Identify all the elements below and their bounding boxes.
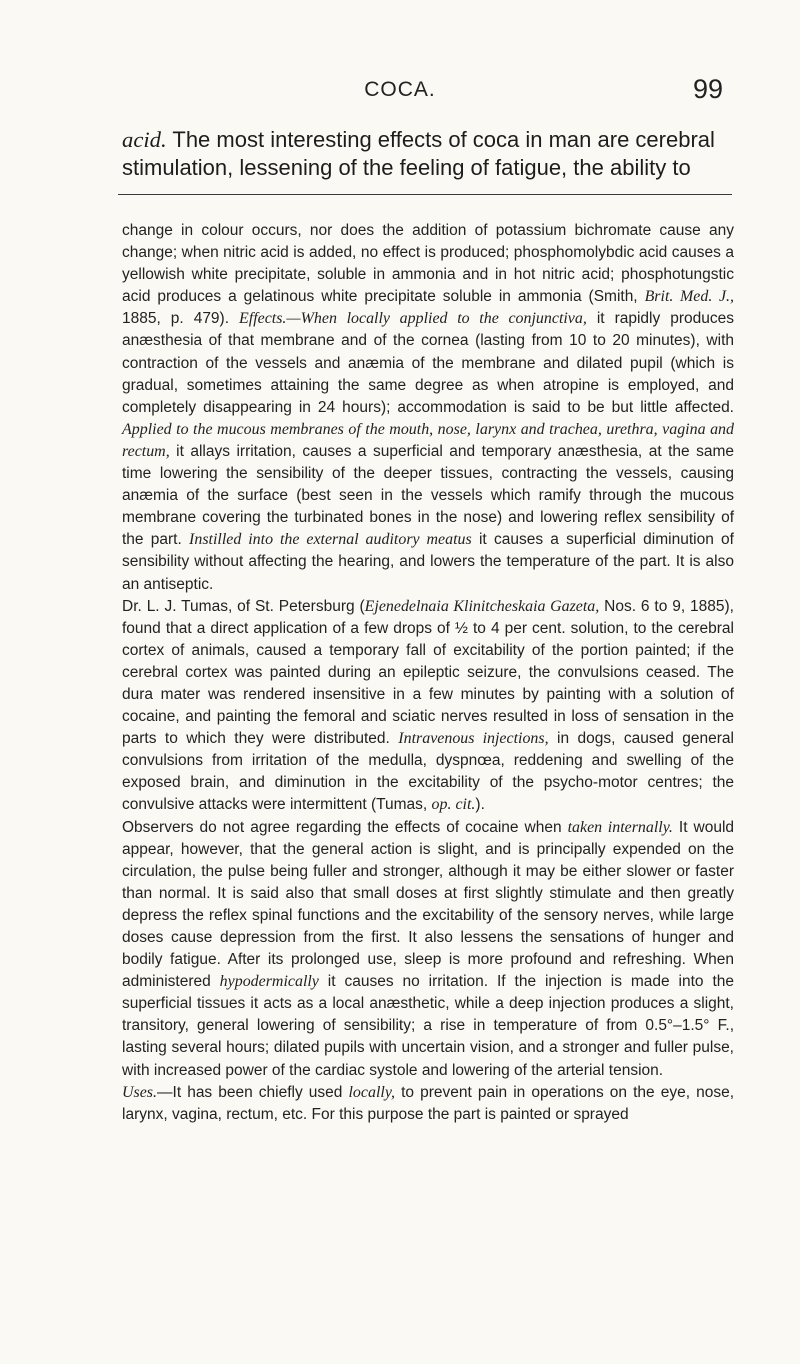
italic-run: taken internally.	[567, 818, 673, 836]
paragraph-uses	[122, 1082, 734, 1126]
italic-run: Brit. Med. J.,	[644, 288, 734, 306]
paragraph-tumas	[122, 596, 734, 817]
text-run: Observers do not agree regarding the effects of cocaine when	[122, 818, 568, 836]
italic-run: Instilled into the external auditory meatus	[189, 531, 472, 549]
section-divider	[118, 194, 732, 195]
italic-run: locally,	[348, 1083, 396, 1101]
text-run: in dogs, caused general convulsions from irritation of the medulla, dyspnœa, reddening and swelling of the exposed brain, and diminution in the excitability of the psycho-motor centres; the convulsive attacks were intermittent (Tumas,	[122, 730, 734, 814]
italic-run: hypodermically	[219, 973, 319, 991]
text-run: to prevent pain in operations on the eye, nose, larynx, vagina, rectum, etc. For this purpose the part is painted or sprayed	[122, 1083, 734, 1123]
paragraph-chemistry-effects	[122, 220, 734, 596]
text-run: it allays irritation, causes a superficial and temporary anæsthesia, at the same time lowering the sensibility of the deeper tissues, contracting the vessels, causing anæmia of the surface (best seen in the vessels which ramify through the mucous membrane covering the turbinated bones in the nose) and lowering reflex sensibility of the part.	[122, 442, 734, 549]
paragraph-internal-use	[122, 817, 734, 1082]
italic-run: Effects.—When locally applied to the conjunctiva,	[239, 310, 587, 328]
text-run: It would appear, however, that the general action is slight, and is principally expended on the circulation, the pulse being fuller and stronger, although it may be either slower or faster than normal. It is said also that small doses at first slightly stimulate and then greatly depress the reflex spinal functions and the excitability of the sensory nerves, while large doses cause depression from the first. It also lessens the sensations of hunger and bodily fatigue. After its prolonged use, sleep is more profound and refreshing. When administered	[122, 818, 735, 991]
lead-paragraph	[122, 126, 727, 182]
italic-run: Intravenous injections,	[398, 730, 549, 748]
text-run: 1885, p. 479).	[122, 310, 240, 328]
text-run: ).	[475, 796, 485, 814]
lead-text: The most interesting effects of coca in man are cerebral stimulation, lessening of the feeling of fatigue, the ability to	[122, 127, 715, 180]
footnote-body	[122, 220, 734, 1126]
italic-run: Uses.	[122, 1083, 158, 1101]
text-run: change in colour occurs, nor does the addition of potassium bichromate cause any change; when nitric acid is added, no effect is produced; phosphomolybdic acid causes a yellowish white precipitate, soluble in ammonia and in hot nitric acid; phosphotungstic acid produces a gelatinous white precipitate soluble in ammonia (Smith,	[122, 222, 734, 306]
lead-italic-word: acid.	[122, 127, 167, 152]
italic-run: Ejenedelnaia Klinitcheskaia Gazeta,	[364, 597, 600, 615]
text-run: Dr. L. J. Tumas, of St. Petersburg (	[122, 597, 365, 615]
text-run: Nos. 6 to 9, 1885), found that a direct application of a few drops of ½ to 4 per cent. solution, to the cerebral cortex of animals, caused a temporary fall of excitability of the portion painted; if the cerebral cortex was painted during an epileptic seizure, the convulsions ceased. The dura mater was rendered insensitive in a few minutes by painting with a solution of cocaine, and painting the femoral and sciatic nerves resulted in loss of sensation in the parts to which they were distributed.	[122, 597, 734, 748]
page-number: 99	[693, 74, 724, 104]
text-run: —It has been chiefly used	[157, 1083, 349, 1101]
text-run: it causes no irritation. If the injection is made into the superficial tissues it acts as a local anæsthetic, while a deep injection produces a slight, transitory, general lowering of sensibility; a rise in temperature of from 0.5°–1.5° F., lasting several hours; dilated pupils with uncertain vision, and a stronger and fuller pulse, with increased power of the cardiac systole and lowering of the arterial tension.	[122, 973, 734, 1079]
text-run: it rapidly produces anæsthesia of that membrane and of the cornea (lasting from 10 to 20 minutes), with contraction of the vessels and anæmia of the membrane and dilated pupil (which is gradual, sometimes attaining the same degree as when atropine is employed, and completely disappearing in 24 hours); accommodation is said to be but little affected.	[122, 310, 735, 416]
text-run: it causes a superficial diminution of sensibility without affecting the hearing, and lowers the temperature of the part. It is also an antiseptic.	[122, 531, 734, 593]
italic-run: Applied to the mucous membranes of the mouth, nose, larynx and trachea, urethra, vagina and rectum,	[122, 420, 734, 460]
running-title: COCA.	[364, 78, 436, 101]
italic-run: op. cit.	[431, 796, 476, 814]
